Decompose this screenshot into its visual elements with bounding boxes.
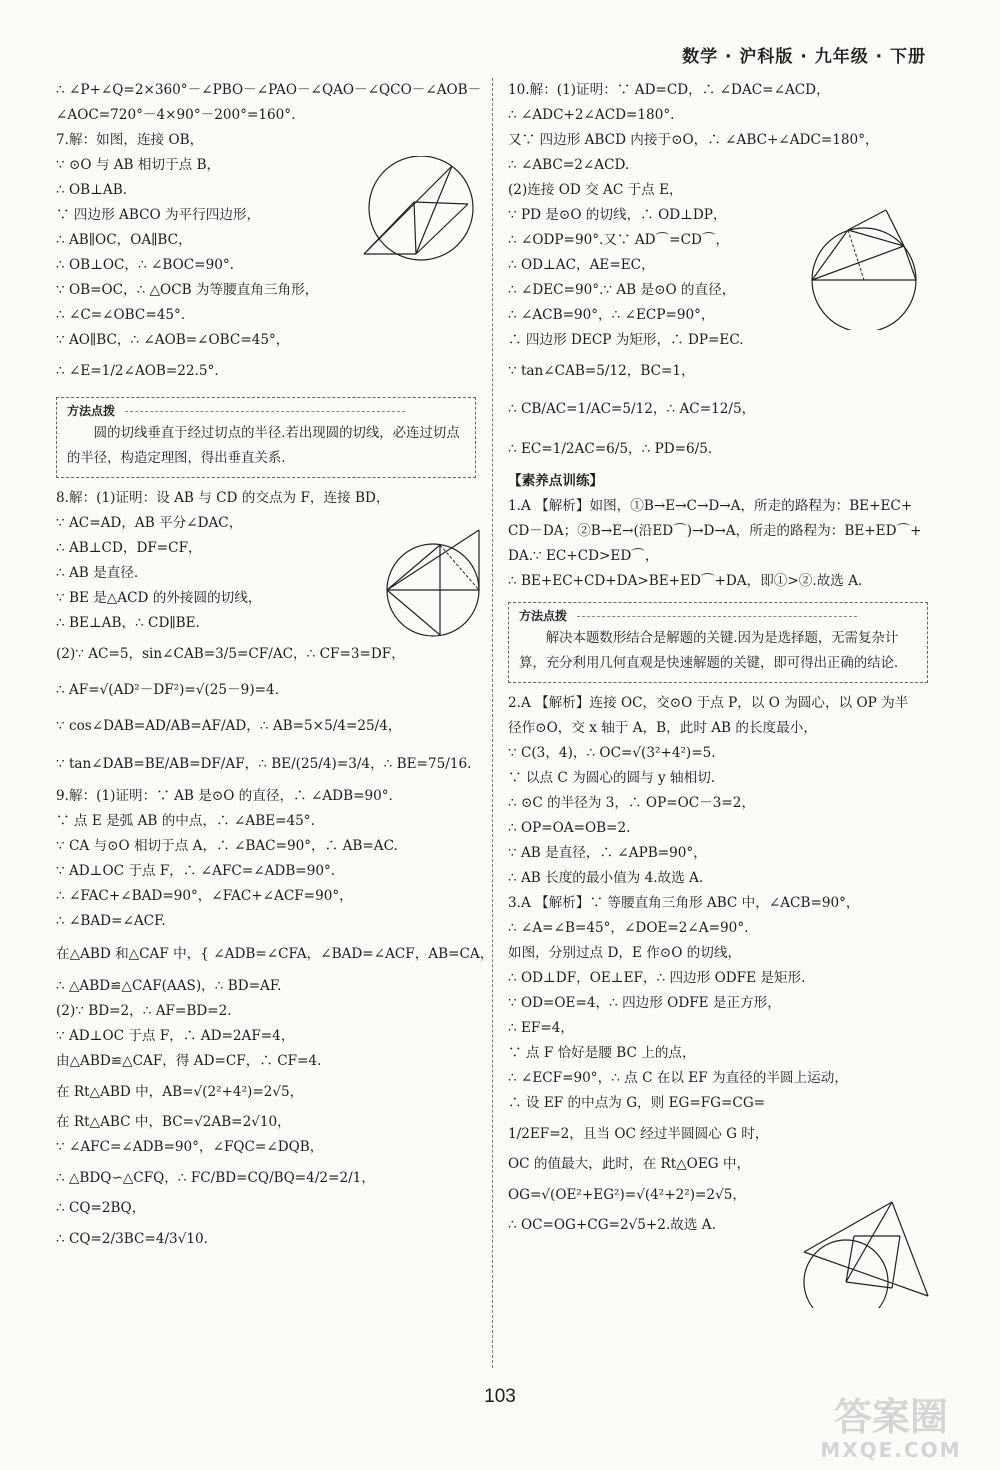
- text-line: ∴ ∠P+∠Q=2×360°－∠PBO－∠PAO－∠QAO－∠QCO－∠AOB－: [56, 82, 482, 98]
- text-line: ∴ BE+EC+CD+DA>BE+ED⌒+DA，即①>②.故选 A.: [508, 573, 863, 589]
- text-line: 在△ABD 和△CAF 中，{ ∠ADB=∠CFA，∠BAD=∠ACF，AB=CA，: [56, 946, 494, 962]
- text-line: ∴ OB⊥AB.: [56, 182, 128, 198]
- text-line: ∴ AB 长度的最小值为 4.故选 A.: [508, 870, 704, 886]
- tip-tag: 方法点拨: [67, 404, 116, 418]
- text-line: 由△ABD≌△CAF，得 AD=CF，∴ CF=4.: [56, 1053, 322, 1069]
- text-line: ∵ CA 与⊙O 相切于点 A，∴ ∠BAC=90°，∴ AB=AC.: [56, 838, 398, 854]
- text-line: 8.解：(1)证明：设 AB 与 CD 的交点为 F，连接 BD，: [56, 490, 390, 506]
- text-line: ∴ ∠BAD=∠ACF.: [56, 913, 166, 929]
- text-line: 如图，分别过点 D，E 作⊙O 的切线，: [508, 945, 742, 961]
- text-line: OG=√(OE²+EG²)=√(4²+2²)=2√5，: [508, 1187, 746, 1203]
- text-line: 3.A 【解析】∵ 等腰直角三角形 ABC 中，∠ACB=90°，: [508, 895, 860, 911]
- text-line: ∴ ∠C=∠OBC=45°.: [56, 307, 186, 323]
- text-line: ∴ CQ=2BQ，: [56, 1200, 146, 1216]
- text-line: ∵ AB 是直径，∴ ∠APB=90°，: [508, 845, 707, 861]
- text-line: ∵ 以点 C 为圆心的圆与 y 轴相切.: [508, 770, 716, 786]
- text-line: 径作⊙O，交 x 轴于 A，B，此时 AB 的长度最小，: [508, 720, 817, 736]
- text-line: 2.A 【解析】连接 OC，交⊙O 于点 P，以 O 为圆心，以 OP 为半: [508, 695, 909, 711]
- text-line: ∴ △BDQ∽△CFQ，∴ FC/BD=CQ/BQ=4/2=2/1，: [56, 1170, 375, 1186]
- tip-rule: [125, 411, 405, 412]
- text-line: ∵ ∠AFC=∠ADB=90°，∠FQC=∠DQB，: [56, 1139, 324, 1155]
- text-line: 1.A 【解析】如图，①B→E→C→D→A，所走的路程为：BE+EC+: [508, 498, 913, 514]
- text-line: ∵ AD⊥OC 于点 F，∴ AD=2AF=4，: [56, 1028, 295, 1044]
- text-line: ∵ 点 E 是弧 AB 的中点，∴ ∠ABE=45°.: [56, 813, 315, 829]
- text-line: ∴ EC=1/2AC=6/5，∴ PD=6/5.: [508, 441, 713, 457]
- text-line: CD－DA；②B→E→(沿ED⌒)→D→A，所走的路程为：BE+ED⌒+: [508, 523, 922, 539]
- text-line: ∴ AB 是直径.: [56, 565, 139, 581]
- figure-q10: [804, 206, 934, 330]
- text-line: 在 Rt△ABC 中，BC=√2AB=2√10，: [56, 1114, 291, 1130]
- text-line: 1/2EF=2，且当 OC 经过半圆圆心 G 时，: [508, 1126, 769, 1142]
- text-line: ∴ ∠ECF=90°，∴ 点 C 在以 EF 为直径的半圆上运动，: [508, 1070, 848, 1086]
- text-line: ∴ OB⊥OC，∴ ∠BOC=90°.: [56, 257, 234, 273]
- text-line: ∴ 设 EF 的中点为 G，则 EG=FG=CG=: [508, 1095, 766, 1111]
- tip-tag: 方法点拨: [519, 609, 568, 623]
- text-line: ∴ ∠E=1/2∠AOB=22.5°.: [56, 363, 219, 379]
- watermark: [796, 1396, 986, 1462]
- text-line: (2)∵ AC=5，sin∠CAB=3/5=CF/AC，∴ CF=3=DF，: [56, 646, 405, 662]
- text-line: ∴ OD⊥DF，OE⊥EF，∴ 四边形 ODFE 是矩形.: [508, 970, 806, 986]
- text-line: ∵ tan∠CAB=5/12，BC=1，: [508, 363, 695, 379]
- text-line: DA.∵ EC+CD>ED⌒，: [508, 548, 659, 564]
- text-line: ∴ AB∥OC，OA∥BC，: [56, 232, 192, 248]
- text-line: 【素养点训练】: [508, 473, 604, 489]
- text-line: ∴ CB/AC=1/AC=5/12，∴ AC=12/5，: [508, 401, 756, 417]
- text-line: (2)连接 OD 交 AC 于点 E，: [508, 182, 683, 198]
- figure-q7: [356, 156, 486, 266]
- watermark-line-2: MXQE.COM: [820, 1438, 962, 1462]
- text-line: ∵ cos∠DAB=AD/AB=AF/AD，∴ AB=5×5/4=25/4，: [56, 718, 402, 734]
- text-line: ∴ AF=√(AD²－DF²)=√(25－9)=4.: [56, 682, 279, 698]
- text-line: ∠AOC=720°－4×90°－200°=160°.: [56, 107, 296, 123]
- text-line: ∴ ∠ODP=90°.又∵ AD⌒=CD⌒，: [508, 232, 730, 248]
- text-line: ∴ EF=4，: [508, 1020, 574, 1036]
- page-header: 数学 · 沪科版 · 九年级 · 下册: [682, 47, 926, 67]
- text-line: ∵ ⊙O 与 AB 相切于点 B，: [56, 157, 221, 173]
- text-line: 7.解：如图，连接 OB，: [56, 132, 204, 148]
- text-line: ∵ AD⊥OC 于点 F，∴ ∠AFC=∠ADB=90°.: [56, 863, 336, 879]
- text-line: ∵ C(3，4)，∴ OC=√(3²+4²)=5.: [508, 745, 716, 761]
- text-line: ∵ 点 F 恰好是腰 BC 上的点，: [508, 1045, 696, 1061]
- text-line: ∵ OD=OE=4，∴ 四边形 ODFE 是正方形，: [508, 995, 781, 1011]
- text-line: ∴ ∠ABC=2∠ACD.: [508, 157, 630, 173]
- text-line: ∴ ∠ADC+2∠ACD=180°.: [508, 107, 675, 123]
- text-line: ∵ AO∥BC，∴ ∠AOB=∠OBC=45°，: [56, 332, 290, 348]
- text-line: ∴ BE⊥AB，∴ CD∥BE.: [56, 615, 200, 631]
- text-line: OC 的值最大，此时，在 Rt△OEG 中，: [508, 1156, 751, 1172]
- text-line: ∴ CQ=2/3BC=4/3√10.: [56, 1231, 208, 1247]
- text-line: ∵ tan∠DAB=BE/AB=DF/AF，∴ BE/(25/4)=3/4，∴ BE=75/16.: [56, 756, 472, 772]
- column-divider: [492, 78, 493, 1368]
- text-line: ∵ AC=AD，AB 平分∠DAC，: [56, 515, 243, 531]
- text-line: 10.解：(1)证明：∵ AD=CD，∴ ∠DAC=∠ACD，: [508, 82, 830, 98]
- text-line: ∴ OD⊥AC，AE=EC，: [508, 257, 655, 273]
- text-line: 9.解：(1)证明：∵ AB 是⊙O 的直径，∴ ∠ADB=90°.: [56, 788, 393, 804]
- text-line: ∴ OC=OG+CG=2√5+2.故选 A.: [508, 1217, 716, 1233]
- right-block-2: [508, 691, 928, 1238]
- text-line: ∴ ∠FAC+∠BAD=90°，∠FAC+∠ACF=90°，: [56, 888, 353, 904]
- right-block-1: [508, 78, 928, 594]
- tip-rule: [577, 616, 857, 617]
- tip-text: 圆的切线垂直于经过切点的半径.若出现圆的切线，必连过切点的半径，构造定理图，得出垂直关系.: [67, 426, 460, 466]
- watermark-line-1: 答案圈: [833, 1395, 948, 1439]
- text-line: ∵ PD 是⊙O 的切线，∴ OD⊥DP，: [508, 207, 727, 223]
- text-line: 又∵ 四边形 ABCD 内接于⊙O，∴ ∠ABC+∠ADC=180°，: [508, 132, 879, 148]
- figure-q3-s: [800, 1196, 936, 1308]
- page-number: 103: [484, 1386, 516, 1407]
- text-line: ∴ OP=OA=OB=2.: [508, 820, 631, 836]
- text-line: ∴ △ABD≌△CAF(AAS)，∴ BD=AF.: [56, 978, 282, 994]
- text-line: ∴ ∠A=∠B=45°，∠DOE=2∠A=90°.: [508, 920, 749, 936]
- figure-q8: [378, 528, 488, 640]
- text-line: ∴ ∠DEC=90°.∵ AB 是⊙O 的直径，: [508, 282, 736, 298]
- text-line: ∵ OB=OC，∴ △OCB 为等腰直角三角形，: [56, 282, 319, 298]
- method-tip-1: [56, 397, 476, 478]
- text-line: ∵ 四边形 ABCO 为平行四边形，: [56, 207, 261, 223]
- text-line: ∴ ∠ACB=90°，∴ ∠ECP=90°，: [508, 307, 715, 323]
- text-line: ∴ 四边形 DECP 为矩形，∴ DP=EC.: [508, 332, 744, 348]
- text-line: (2)∵ BD=2，∴ AF=BD=2.: [56, 1003, 232, 1019]
- text-line: ∴ AB⊥CD，DF=CF，: [56, 540, 202, 556]
- method-tip-2: [508, 602, 928, 683]
- text-line: ∵ BE 是△ACD 的外接圆的切线，: [56, 590, 262, 606]
- text-line: ∴ ⊙C 的半径为 3，∴ OP=OC－3=2，: [508, 795, 756, 811]
- tip-text: 解决本题数形结合是解题的关键.因为是选择题，无需复杂计算，充分利用几何直观是快速解题的关键，即可得出正确的结论.: [519, 631, 899, 671]
- text-line: 在 Rt△ABD 中，AB=√(2²+4²)=2√5，: [56, 1084, 304, 1100]
